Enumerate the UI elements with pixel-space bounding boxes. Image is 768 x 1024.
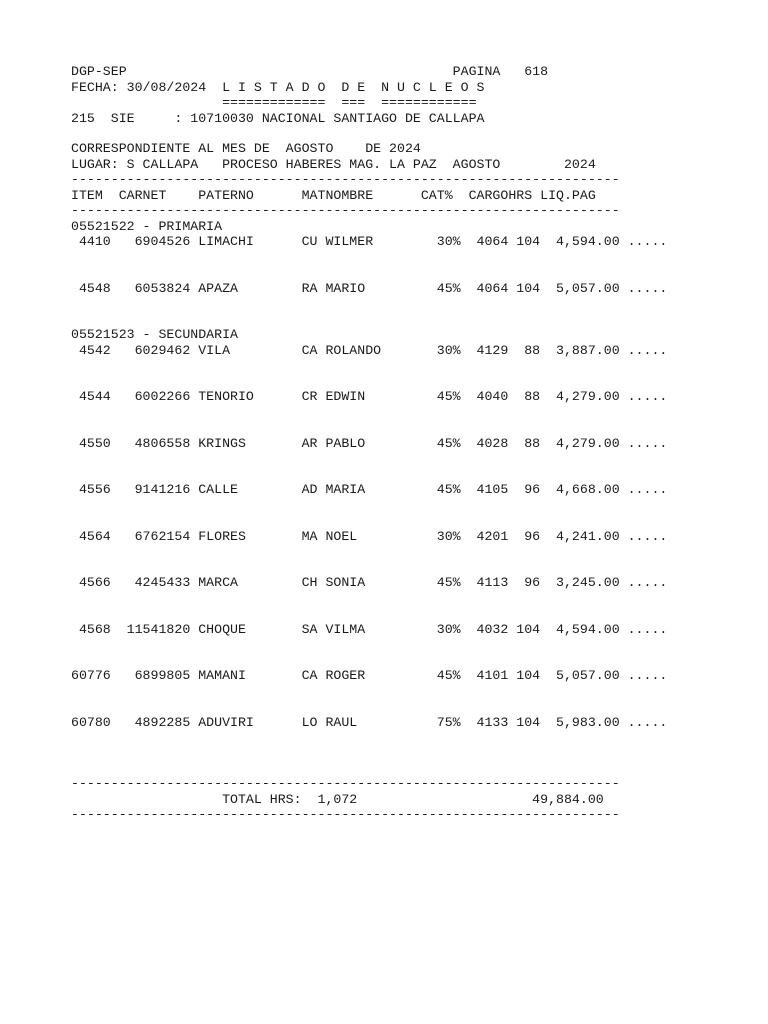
table-row: 4568 11541820 CHOQUE SA VILMA 30% 4032 104 4,594.00 ..... (71, 621, 668, 637)
row-spacer (71, 544, 751, 575)
report-school-line: 215 SIE : 10710030 NACIONAL SANTIAGO DE CALLAPA (71, 110, 485, 126)
separator-line: --------------------------------------------------------------------- (71, 203, 620, 218)
table-row: 4410 6904526 LIMACHI CU WILMER 30% 4064 104 4,594.00 ..... (71, 234, 668, 249)
row-spacer (71, 405, 751, 436)
group-secundaria (71, 327, 751, 730)
row-spacer (71, 451, 751, 482)
blank-line (71, 126, 751, 141)
table-row: 4550 4806558 KRINGS AR PABLO 45% 4028 88 4,279.00 ..... (71, 435, 668, 451)
separator-line: --------------------------------------------------------------------- (71, 172, 620, 187)
table-row: 4564 6762154 FLORES MA NOEL 30% 4201 96 4,241.00 ..... (71, 528, 668, 544)
totals-line: TOTAL HRS: 1,072 49,884.00 (71, 791, 604, 807)
separator-line: --------------------------------------------------------------------- (71, 807, 620, 822)
column-headers: ITEM CARNET PATERNO MATNOMBRE CAT% CARGOHRS LIQ.PAG (71, 187, 596, 203)
table-row: 60780 4892285 ADUVIRI LO RAUL 75% 4133 104 5,983.00 ..... (71, 714, 668, 730)
row-spacer (71, 358, 751, 389)
table-row: 4542 6029462 VILA CA ROLANDO 30% 4129 88 3,887.00 ..... (71, 342, 668, 358)
table-row: 4548 6053824 APAZA RA MARIO 45% 4064 104 5,057.00 ..... (71, 280, 668, 296)
row-spacer (71, 296, 751, 327)
report-place-line: LUGAR: S CALLAPA PROCESO HABERES MAG. LA PAZ AGOSTO 2024 (71, 156, 596, 172)
row-spacer (71, 498, 751, 529)
report-listing (71, 64, 751, 823)
row-spacer (71, 637, 751, 668)
table-row: 4566 4245433 MARCA CH SONIA 45% 4113 96 3,245.00 ..... (71, 575, 668, 590)
group-title: 05521522 - PRIMARIA (71, 218, 223, 234)
row-spacer (71, 250, 751, 281)
report-header-agency-page: DGP-SEP PAGINA 618 (71, 64, 549, 79)
row-spacer (71, 591, 751, 622)
table-row: 60776 6899805 MAMANI CA ROGER 45% 4101 104 5,057.00 ..... (71, 668, 668, 683)
report-month-line: CORRESPONDIENTE AL MES DE AGOSTO DE 2024 (71, 141, 421, 156)
group-primaria (71, 219, 751, 328)
group-title: 05521523 - SECUNDARIA (71, 327, 238, 342)
report-title-underline: ============= === ============ (71, 95, 477, 110)
row-spacer (71, 684, 751, 715)
separator-line: --------------------------------------------------------------------- (71, 776, 620, 791)
table-row: 4556 9141216 CALLE AD MARIA 45% 4105 96 4,668.00 ..... (71, 482, 668, 497)
report-date-title: FECHA: 30/08/2024 L I S T A D O D E N U C L E O S (71, 79, 485, 95)
spacer-before-totals (71, 730, 751, 776)
table-row: 4544 6002266 TENORIO CR EDWIN 45% 4040 88 4,279.00 ..... (71, 389, 668, 404)
